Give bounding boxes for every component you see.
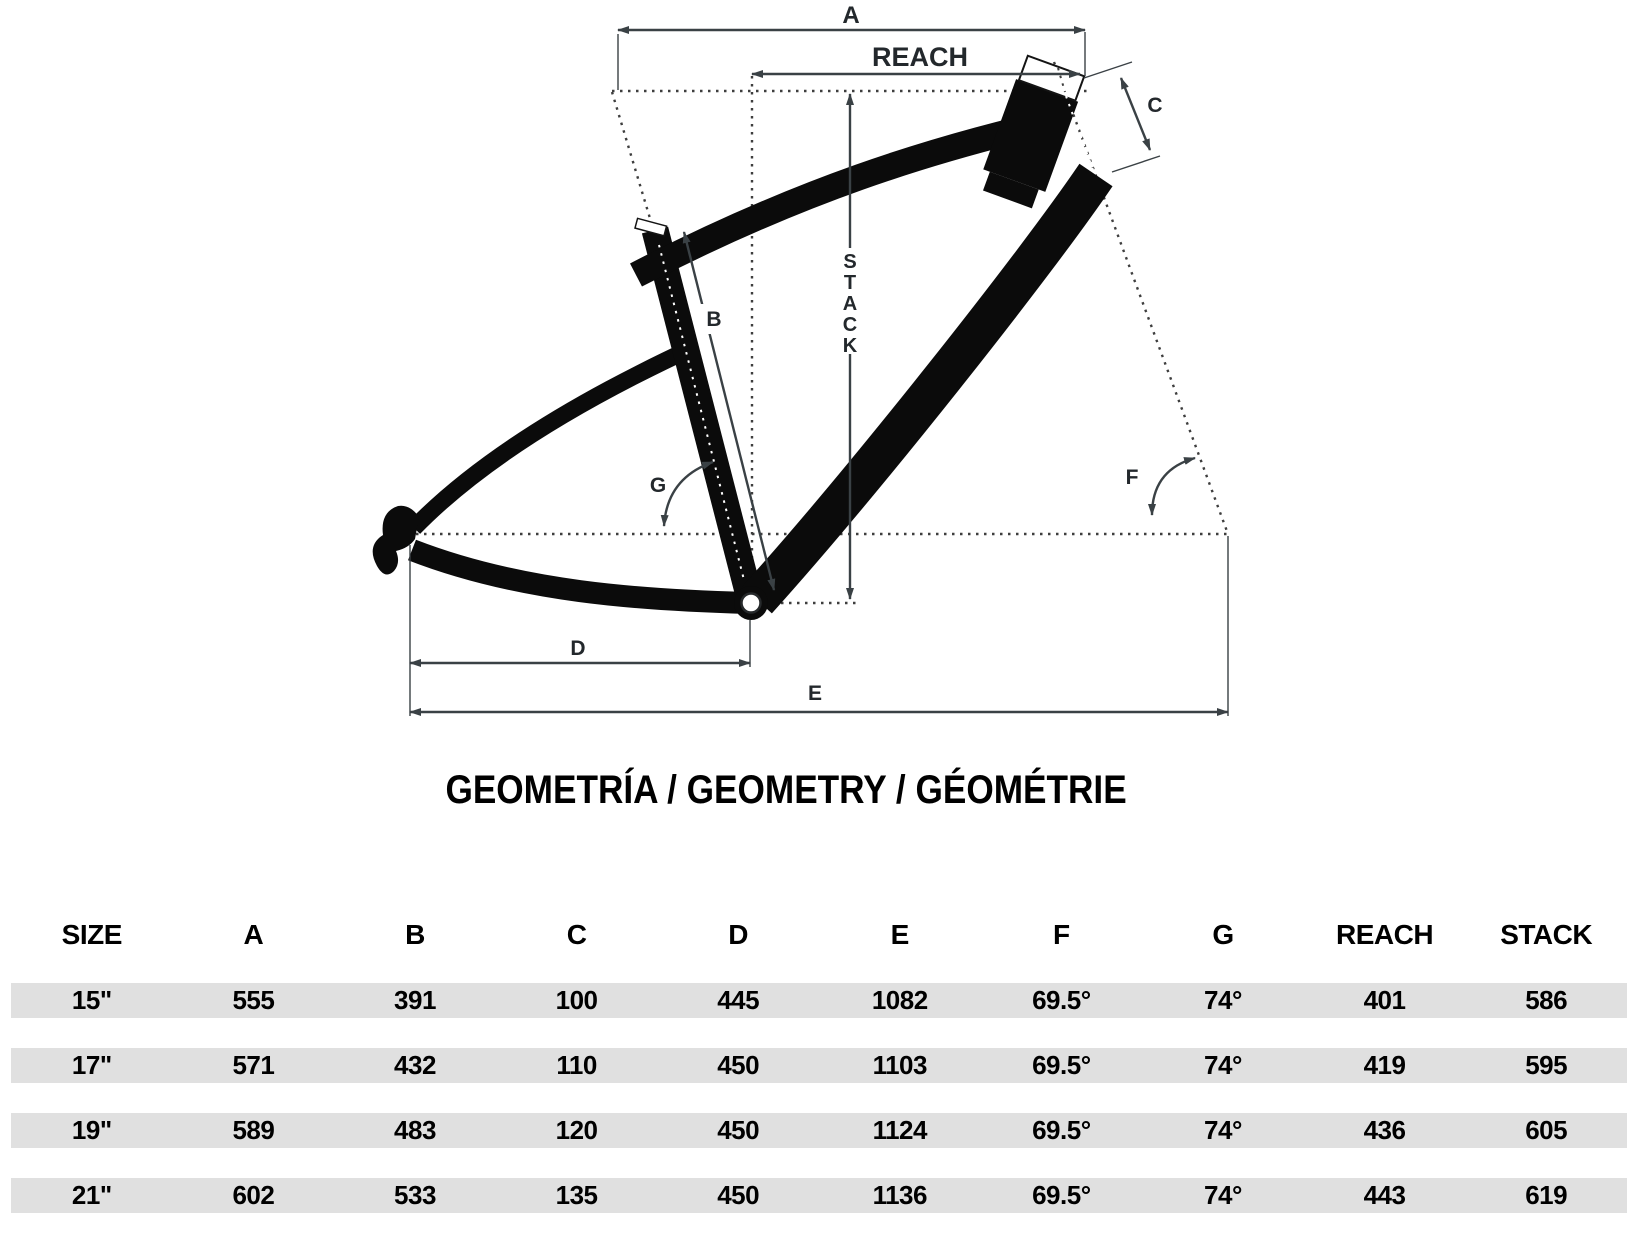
steering-axis-dashed-line bbox=[1054, 62, 1228, 534]
value-cell: 533 bbox=[394, 1180, 436, 1210]
bottom-bracket-center bbox=[742, 594, 761, 613]
value-cell: 135 bbox=[555, 1180, 598, 1210]
column-header-e: E bbox=[890, 919, 909, 950]
value-cell: 432 bbox=[394, 1050, 436, 1080]
column-header-b: B bbox=[405, 919, 425, 950]
label-stack-c: C bbox=[842, 314, 858, 336]
value-cell: 100 bbox=[555, 985, 598, 1015]
rear-dropout bbox=[373, 506, 419, 575]
value-cell: 450 bbox=[717, 1115, 760, 1145]
geometry-table bbox=[11, 915, 1627, 1243]
size-cell: 15" bbox=[71, 985, 112, 1015]
value-cell: 450 bbox=[717, 1050, 760, 1080]
column-header-stack: STACK bbox=[1500, 919, 1593, 950]
page-title: GEOMETRÍA / GEOMETRY / GÉOMÉTRIE bbox=[445, 768, 1127, 812]
value-cell: 605 bbox=[1525, 1115, 1568, 1145]
column-header-c: C bbox=[566, 919, 587, 950]
value-cell: 571 bbox=[232, 1050, 275, 1080]
value-cell: 1082 bbox=[871, 985, 928, 1015]
label-stack-k: K bbox=[842, 335, 858, 357]
down-tube bbox=[757, 175, 1096, 600]
seat-stay-tube bbox=[414, 348, 692, 528]
value-cell: 401 bbox=[1363, 985, 1406, 1015]
value-cell: 69.5° bbox=[1032, 1180, 1091, 1210]
table-row-21 bbox=[11, 1178, 1627, 1213]
value-cell: 445 bbox=[717, 985, 760, 1015]
seat-tube bbox=[655, 230, 751, 603]
label-b: B bbox=[706, 308, 722, 331]
value-cell: 120 bbox=[555, 1115, 598, 1145]
chain-stay-tube bbox=[412, 550, 748, 603]
column-header-size: SIZE bbox=[61, 919, 122, 950]
value-cell: 419 bbox=[1363, 1050, 1406, 1080]
value-cell: 110 bbox=[556, 1050, 597, 1080]
column-header-f: F bbox=[1053, 919, 1070, 950]
value-cell: 586 bbox=[1525, 985, 1568, 1015]
column-header-g: G bbox=[1212, 919, 1234, 950]
value-cell: 391 bbox=[394, 985, 436, 1015]
label-d: D bbox=[570, 637, 586, 660]
witness-headtube-bottom bbox=[1112, 156, 1160, 172]
value-cell: 602 bbox=[232, 1180, 275, 1210]
value-cell: 589 bbox=[232, 1115, 275, 1145]
value-cell: 619 bbox=[1525, 1180, 1568, 1210]
size-cell: 17" bbox=[71, 1050, 112, 1080]
table-header-row bbox=[11, 915, 1627, 955]
value-cell: 1124 bbox=[872, 1115, 927, 1145]
bike-frame bbox=[373, 55, 1096, 620]
value-cell: 483 bbox=[394, 1115, 436, 1145]
table-row-19 bbox=[11, 1113, 1627, 1148]
column-header-a: A bbox=[243, 919, 264, 950]
label-reach: REACH bbox=[871, 42, 969, 72]
witness-lines bbox=[410, 32, 1228, 716]
label-e: E bbox=[807, 682, 823, 705]
size-cell: 21" bbox=[71, 1180, 112, 1210]
label-a: A bbox=[842, 2, 860, 29]
value-cell: 74° bbox=[1204, 985, 1242, 1015]
title-wrap bbox=[0, 768, 1572, 813]
value-cell: 450 bbox=[717, 1180, 760, 1210]
value-cell: 443 bbox=[1363, 1180, 1406, 1210]
seat-axis-extension-dashed-line bbox=[612, 92, 655, 235]
label-g: G bbox=[649, 474, 667, 497]
value-cell: 436 bbox=[1363, 1115, 1406, 1145]
value-cell: 74° bbox=[1204, 1180, 1242, 1210]
value-cell: 74° bbox=[1204, 1050, 1242, 1080]
value-cell: 1136 bbox=[872, 1180, 927, 1210]
column-header-reach: REACH bbox=[1336, 919, 1434, 950]
label-f: F bbox=[1125, 466, 1139, 489]
value-cell: 555 bbox=[232, 985, 275, 1015]
table-row-17 bbox=[11, 1048, 1627, 1083]
column-header-d: D bbox=[728, 919, 749, 950]
witness-headtube-top bbox=[1084, 62, 1132, 78]
dimension-arrows bbox=[410, 30, 1228, 712]
value-cell: 69.5° bbox=[1032, 1115, 1091, 1145]
value-cell: 595 bbox=[1525, 1050, 1568, 1080]
value-cell: 69.5° bbox=[1032, 1050, 1091, 1080]
value-cell: 74° bbox=[1204, 1115, 1242, 1145]
label-c: C bbox=[1147, 94, 1163, 117]
dim-c-arrow bbox=[1121, 78, 1150, 150]
label-stack-a: A bbox=[842, 293, 858, 315]
value-cell: 1103 bbox=[872, 1050, 927, 1080]
table-row-15 bbox=[11, 983, 1627, 1018]
size-cell: 19" bbox=[71, 1115, 112, 1145]
label-stack-s: S bbox=[843, 251, 857, 273]
angle-f-arc bbox=[1152, 458, 1195, 515]
value-cell: 69.5° bbox=[1032, 985, 1091, 1015]
label-stack-t: T bbox=[843, 272, 857, 294]
